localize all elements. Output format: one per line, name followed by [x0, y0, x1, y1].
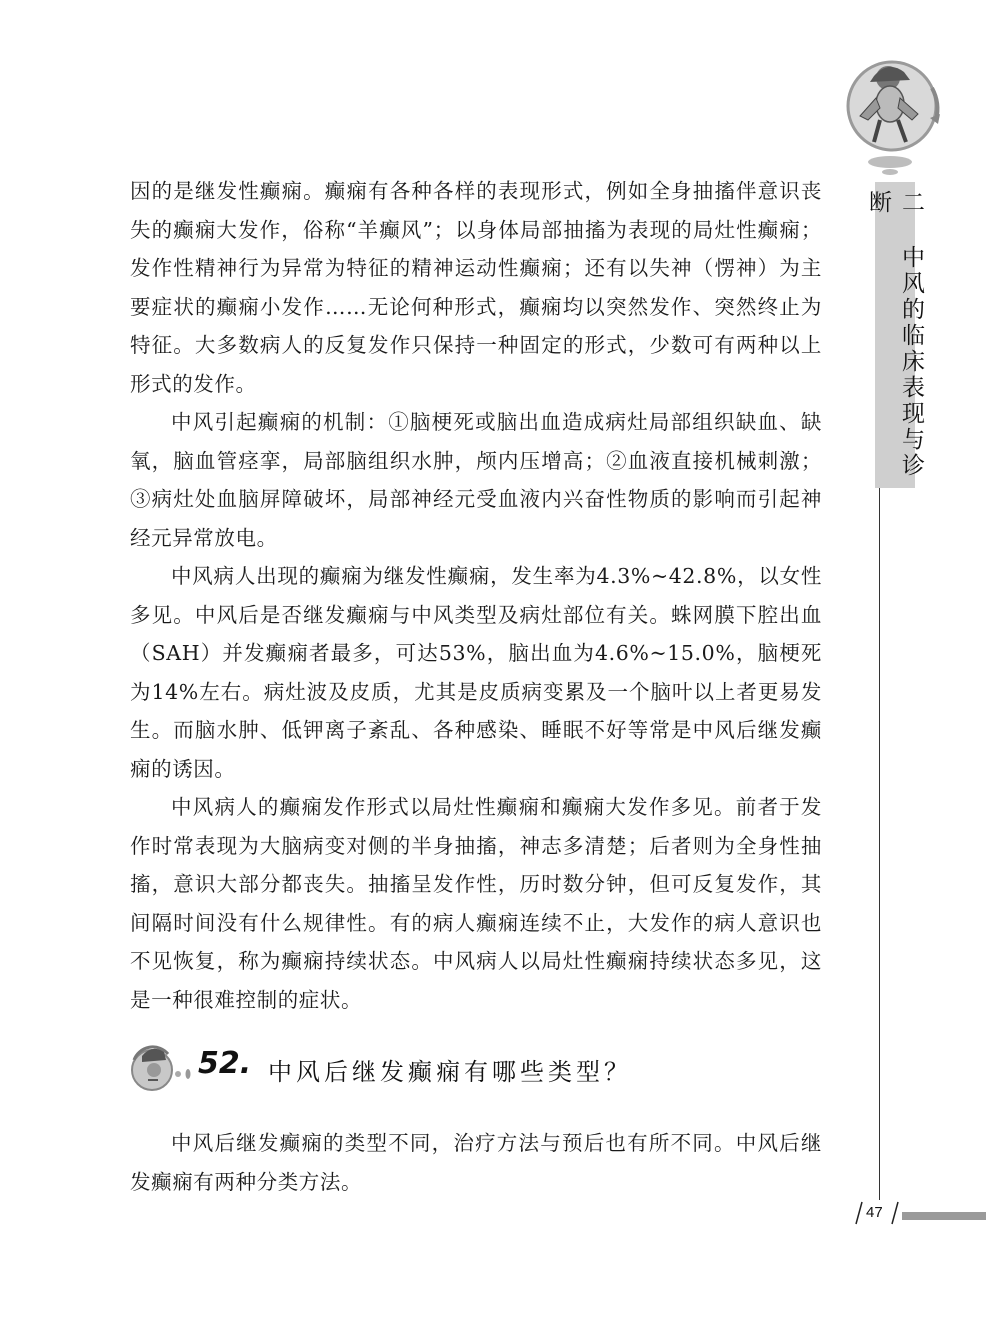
body-text: [130, 172, 822, 1019]
question-number: 52.: [198, 1046, 252, 1081]
question-title: 中风后继发癫痫有哪些类型？: [268, 1058, 632, 1086]
mascot-logo: [840, 58, 950, 178]
page-bar: [902, 1212, 986, 1220]
page-footer: [850, 1198, 986, 1228]
paragraph: 中风后继发癫痫的类型不同，治疗方法与预后也有所不同。中风后继发癫痫有两种分类方法。: [130, 1131, 822, 1194]
paragraph: 中风引起癫痫的机制：①脑梗死或脑出血造成病灶局部组织缺血、缺氧，脑血管痉挛，局部脑组织水肿，颅内压增高；②血液直接机械刺激；③病灶处血脑屏障破坏，局部神经元受血液内兴奋性物质的影响而引起神经元异常放电。: [130, 410, 822, 550]
question-icon: [128, 1040, 196, 1096]
question-heading: [128, 1040, 728, 1096]
paragraph: 中风病人的癫痫发作形式以局灶性癫痫和癫痫大发作多见。前者于发作时常表现为大脑病变对侧的半身抽搐，神志多清楚；后者则为全身性抽搐，意识大部分都丧失。抽搐呈发作性，历时数分钟，但可反复发作，其间隔时间没有什么规律性。有的病人癫痫连续不止，大发作的病人意识也不见恢复，称为癫痫持续状态。中风病人以局灶性癫痫持续状态多见，这是一种很难控制的症状。: [130, 795, 822, 1012]
paragraph: 中风病人出现的癫痫为继发性癫痫，发生率为4.3%~42.8%，以女性多见。中风后是否继发癫痫与中风类型及病灶部位有关。蛛网膜下腔出血（SAH）并发癫痫者最多，可达53%，脑出血为4.6%~15.0%，脑梗死为14%左右。病灶波及皮质，尤其是皮质病变累及一个脑叶以上者更易发生。而脑水肿、低钾离子紊乱、各种感染、睡眠不好等常是中风后继发癫痫的诱因。: [130, 564, 822, 781]
section-text: [130, 1124, 822, 1201]
page-number: 47: [866, 1204, 883, 1221]
margin-rule: [879, 488, 880, 1200]
chapter-tab-label: 二 中风的临床表现与诊断: [865, 190, 924, 479]
chapter-tab: [865, 182, 924, 488]
paragraph: 因的是继发性癫痫。癫痫有各种各样的表现形式，例如全身抽搐伴意识丧失的癫痫大发作，俗称“羊癫风”；以身体局部抽搐为表现的局灶性癫痫；发作性精神行为异常为特征的精神运动性癫痫；还有以失神（愣神）为主要症状的癫痫小发作……无论何种形式，癫痫均以突然发作、突然终止为特征。大多数病人的反复发作只保持一种固定的形式，少数可有两种以上形式的发作。: [130, 179, 822, 396]
